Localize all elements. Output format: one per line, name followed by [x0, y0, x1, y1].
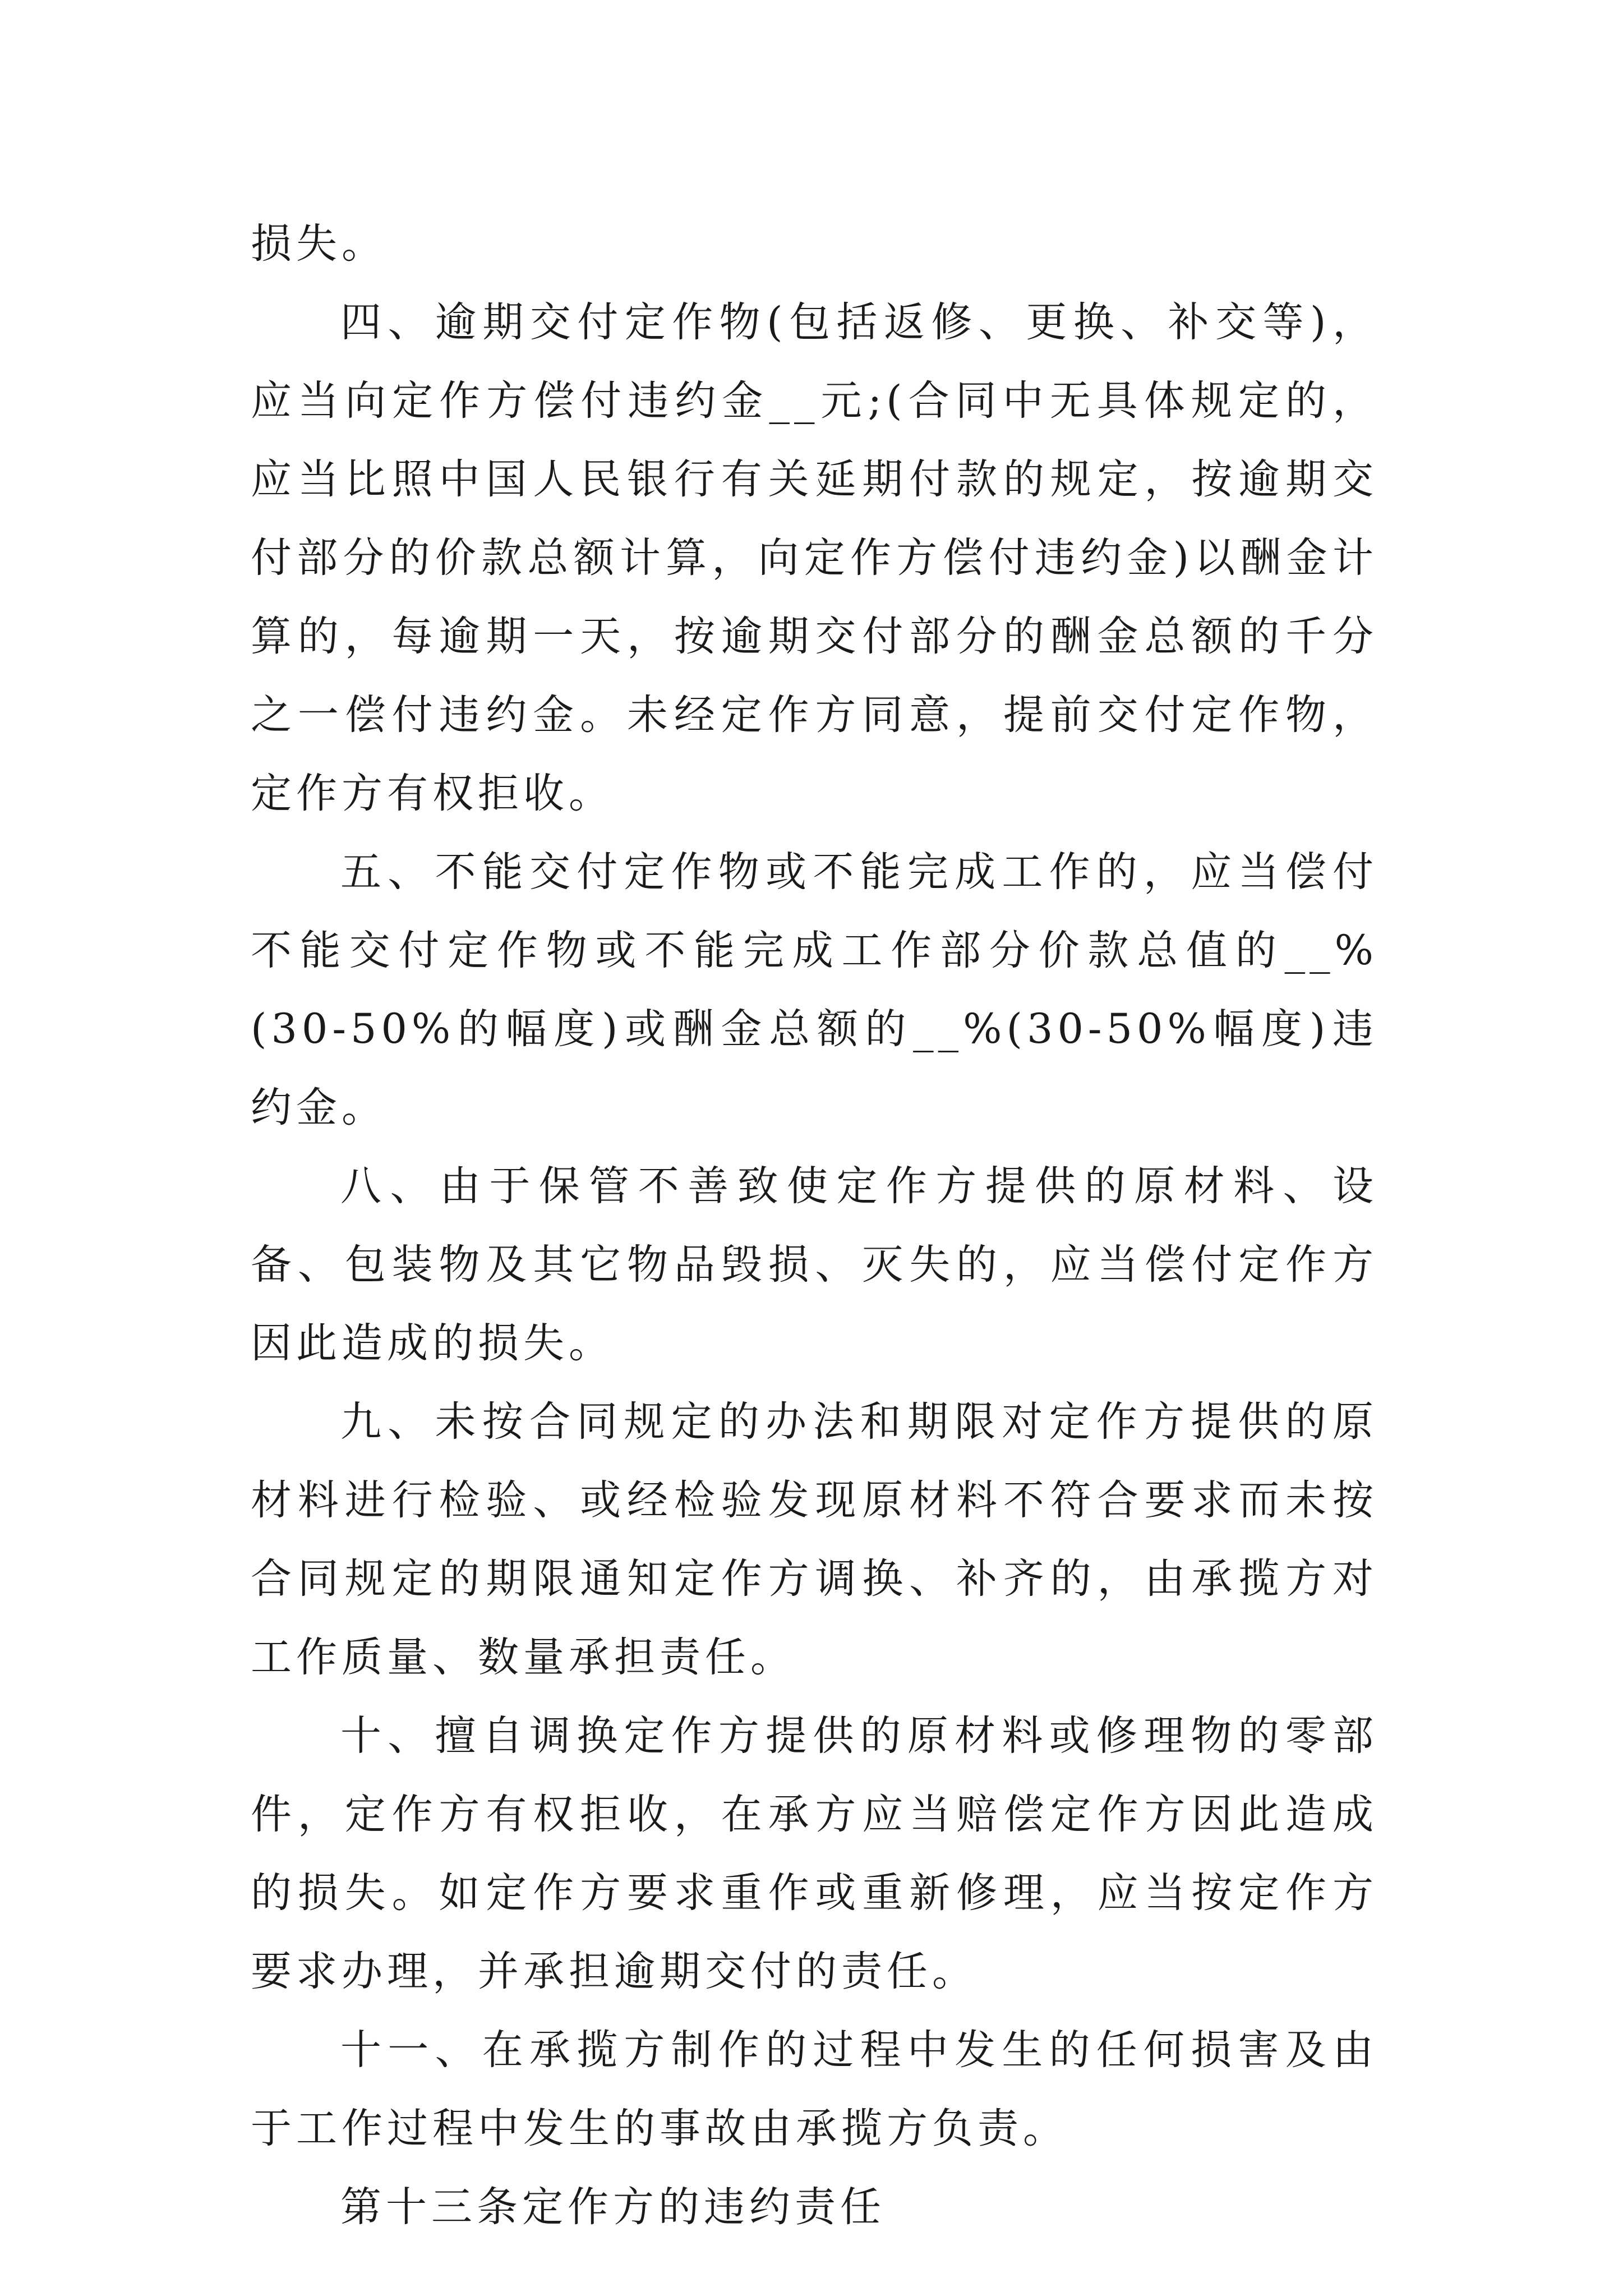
paragraph-clause-9: 九、未按合同规定的办法和期限对定作方提供的原材料进行检验、或经检验发现原材料不符合要求而未按合同规定的期限通知定作方调换、补齐的，由承揽方对工作质量、数量承担责任。 [251, 1398, 1378, 1681]
paragraph-loss-continuation: 损失。 [251, 220, 387, 268]
document-body [251, 205, 1378, 2247]
paragraph-clause-5: 五、不能交付定作物或不能完成工作的，应当偿付不能交付定作物或不能完成工作部分价款总值的__%(30-50%的幅度)或酬金总额的__%(30-50%幅度)违约金。 [251, 848, 1378, 1131]
paragraph-clause-11: 十一、在承揽方制作的过程中发生的任何损害及由于工作过程中发生的事故由承揽方负责。 [251, 2026, 1378, 2152]
paragraph-clause-4: 四、逾期交付定作物(包括返修、更换、补交等)，应当向定作方偿付违约金__元;(合同中无具体规定的，应当比照中国人民银行有关延期付款的规定，按逾期交付部分的价款总额计算，向定作方偿付违约金)以酬金计算的，每逾期一天，按逾期交付部分的酬金总额的千分之一偿付违约金。未经定作方同意，提前交付定作物，定作方有权拒收。 [251, 298, 1378, 817]
paragraph-clause-10: 十、擅自调换定作方提供的原材料或修理物的零部件，定作方有权拒收，在承方应当赔偿定作方因此造成的损失。如定作方要求重作或重新修理，应当按定作方要求办理，并承担逾期交付的责任。 [251, 1712, 1378, 1995]
section-heading-article-13: 第十三条定作方的违约责任 [340, 2183, 886, 2231]
paragraph-clause-8: 八、由于保管不善致使定作方提供的原材料、设备、包装物及其它物品毁损、灭失的，应当偿付定作方因此造成的损失。 [251, 1162, 1378, 1367]
